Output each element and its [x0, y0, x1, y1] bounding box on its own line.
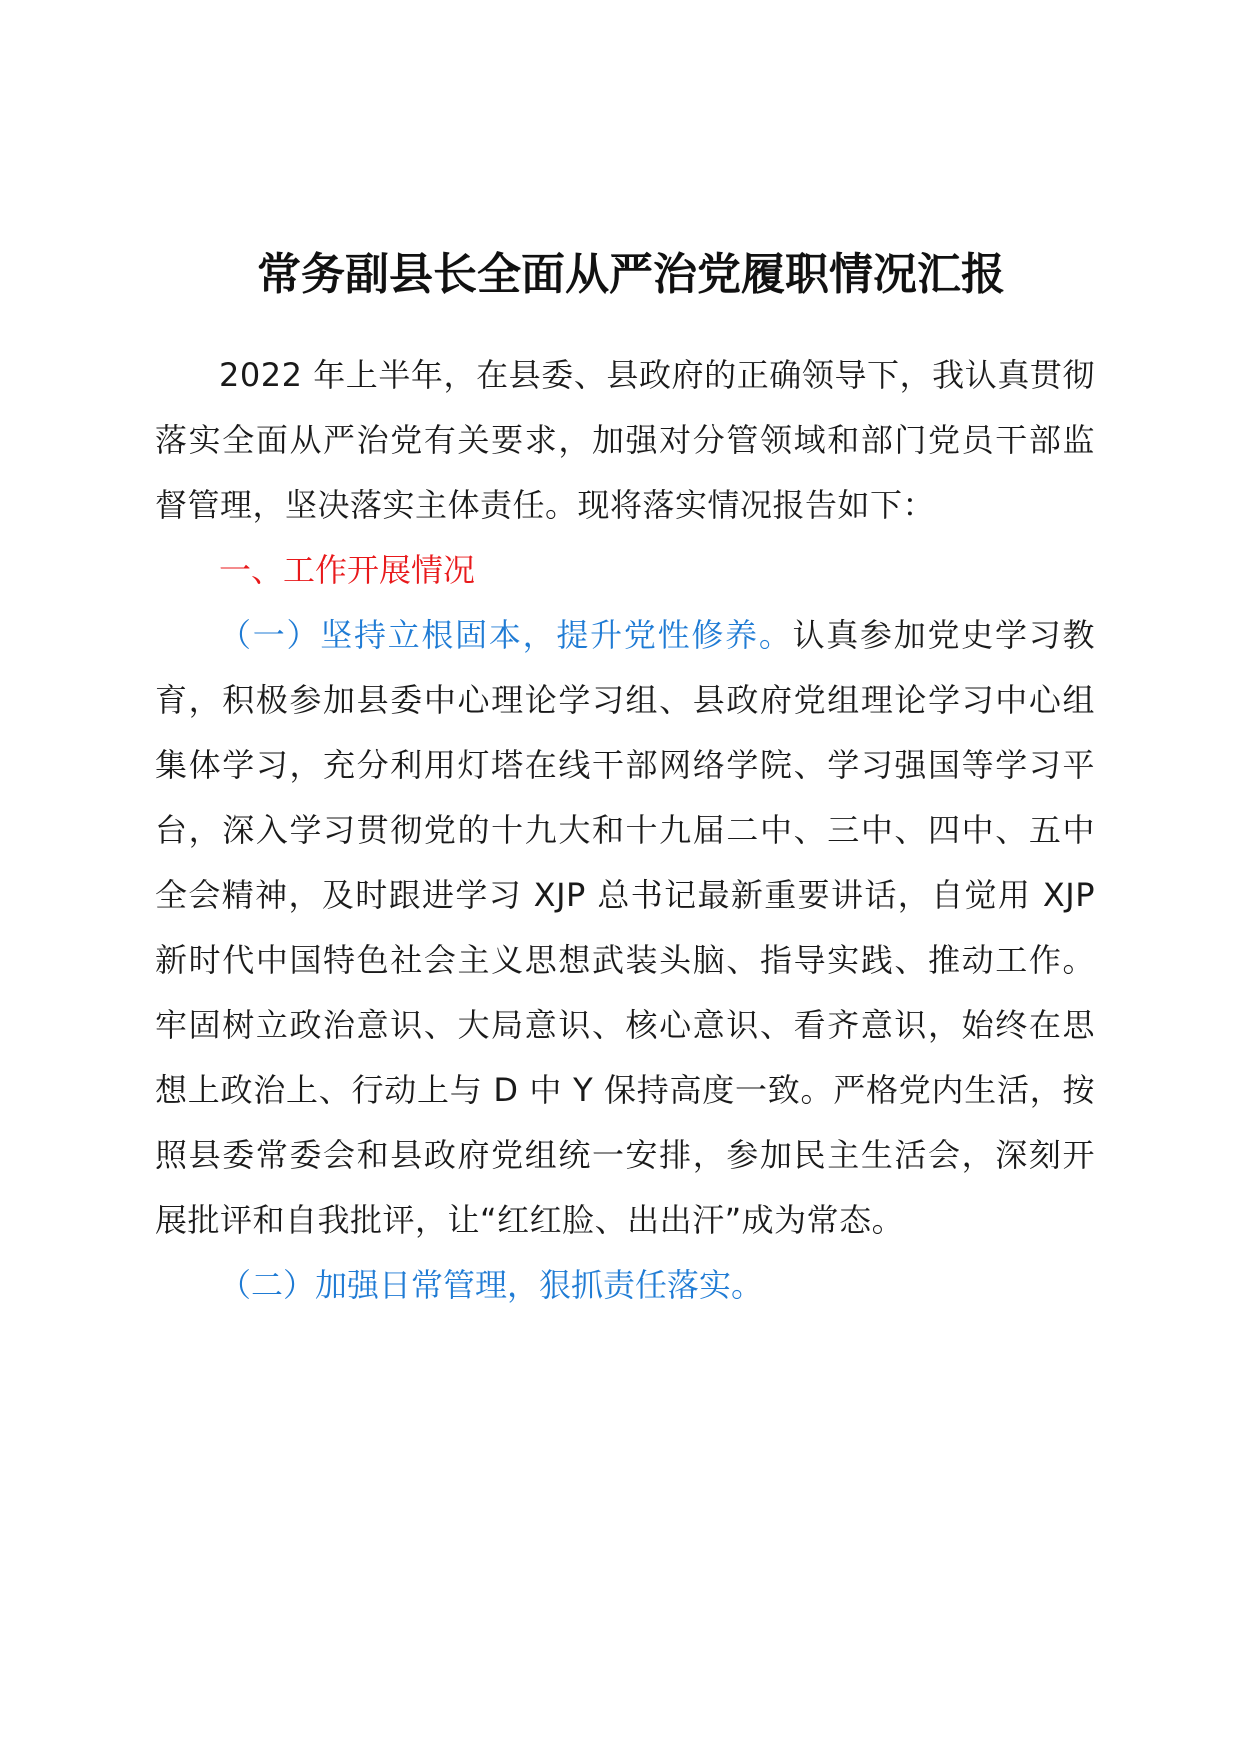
- subsection-1-paragraph: [155, 603, 1095, 1253]
- intro-paragraph: 2022 年上半年，在县委、县政府的正确领导下，我认真贯彻落实全面从严治党有关要求，加强对分管领域和部门党员干部监督管理，坚决落实主体责任。现将落实情况报告如下：: [155, 356, 1095, 524]
- section-heading-work-progress: 一、工作开展情况: [219, 551, 476, 589]
- subsection-1-heading: （一）坚持立根固本，提升党性修养。: [219, 616, 793, 654]
- document-title: 常务副县长全面从严治党履职情况汇报: [257, 249, 1005, 300]
- subsection-1-body: 认真参加党史学习教育，积极参加县委中心理论学习组、县政府党组理论学习中心组集体学习，充分利用灯塔在线干部网络学院、学习强国等学习平台，深入学习贯彻党的十九大和十九届二中、三中、四中、五中全会精神，及时跟进学习 XJP 总书记最新重要讲话，自觉用 XJP 新时代中国特色社会主义思想武装头脑、指导实践、推动工作。牢固树立政治意识、大局意识、核心意识、看齐意识，始终在思想上政治上、行动上与 D 中 Y 保持高度一致。严格党内生活，按照县委常委会和县政府党组统一安排，参加民主生活会，深刻开展批评和自我批评，让“红红脸、出出汗”成为常态。: [155, 616, 1095, 1239]
- document-body: [155, 245, 1095, 1318]
- subsection-2-heading: （二）加强日常管理，狠抓责任落实。: [219, 1266, 764, 1304]
